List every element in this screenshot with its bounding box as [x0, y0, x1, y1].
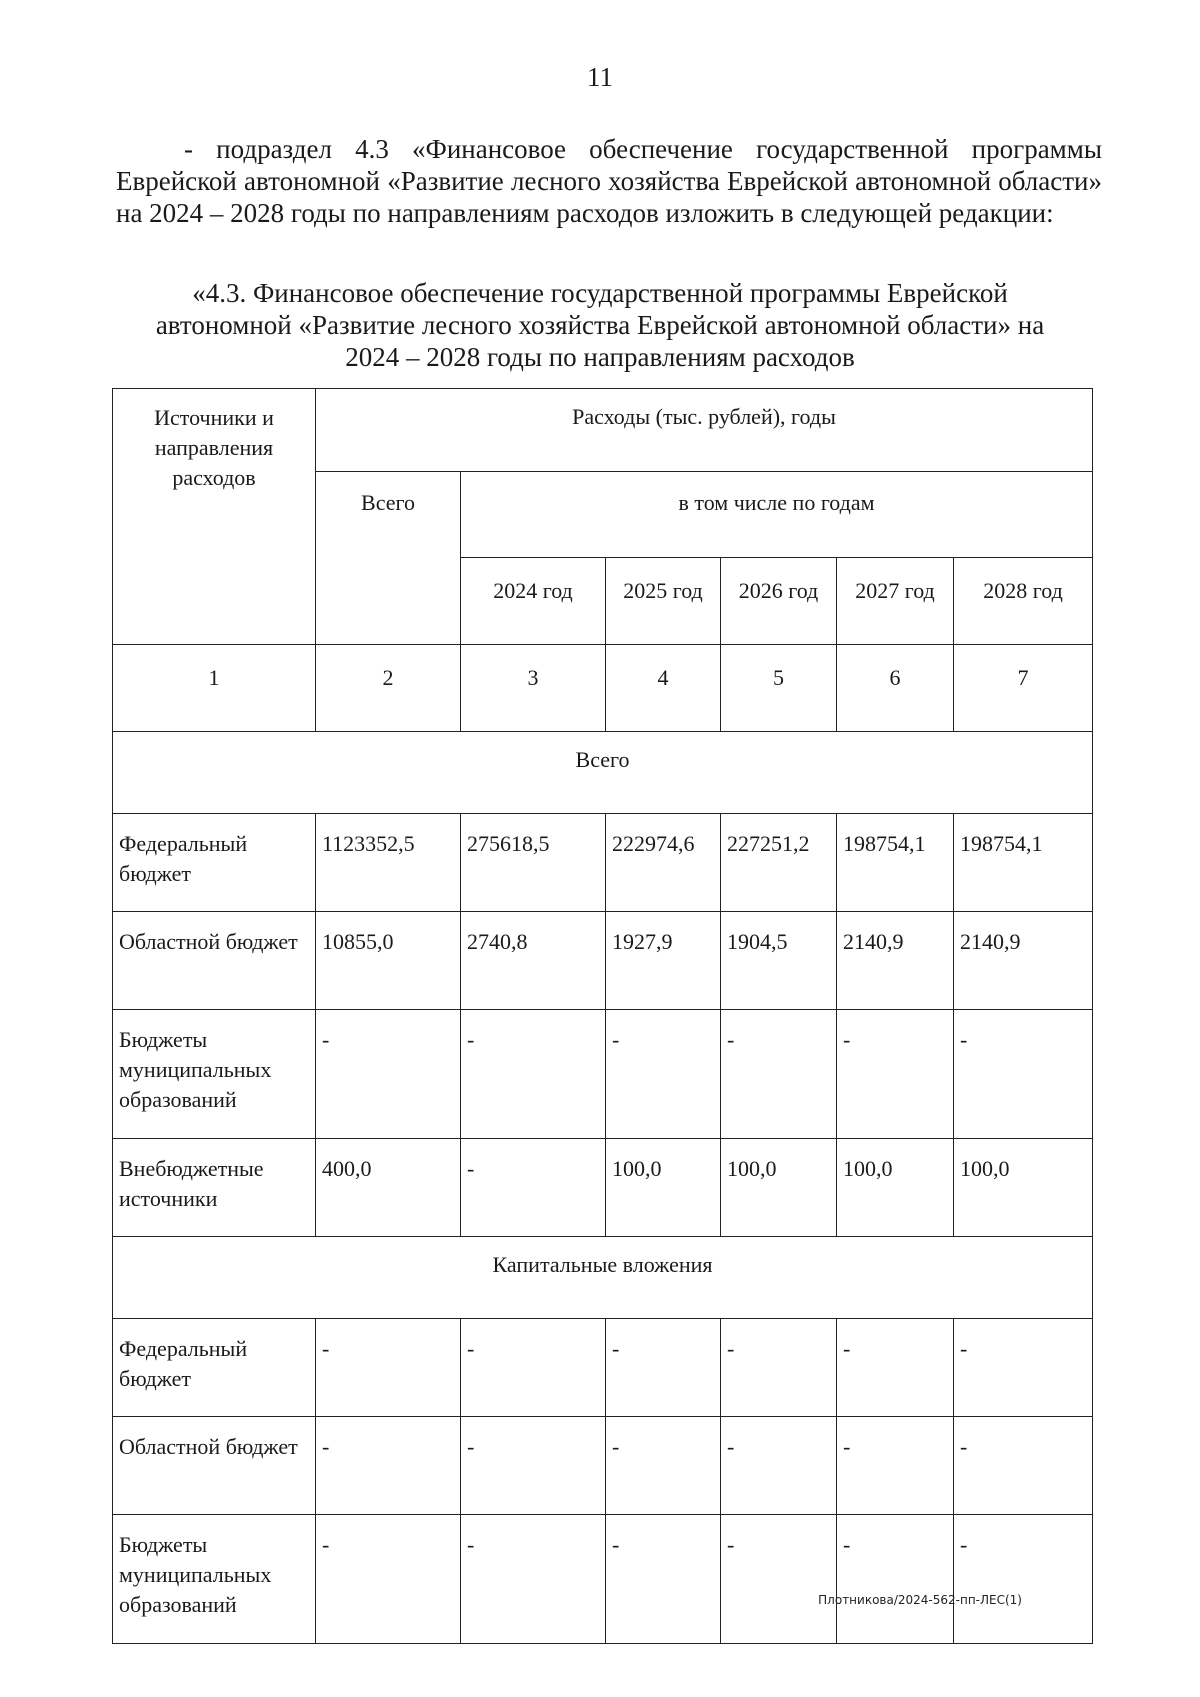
row-value: -: [606, 1010, 721, 1139]
row-value: 198754,1: [954, 814, 1093, 912]
row-value: -: [954, 1010, 1093, 1139]
row-value: -: [837, 1319, 954, 1417]
header-year: 2027 год: [837, 558, 954, 645]
column-number: 7: [954, 645, 1093, 732]
row-value: -: [316, 1319, 461, 1417]
row-value: 100,0: [606, 1139, 721, 1237]
row-source: Областной бюджет: [113, 1417, 316, 1515]
row-value: 275618,5: [461, 814, 606, 912]
row-value: -: [461, 1319, 606, 1417]
row-value: -: [954, 1319, 1093, 1417]
row-value: -: [461, 1139, 606, 1237]
row-value: 100,0: [721, 1139, 837, 1237]
section-header: Всего: [113, 732, 1093, 814]
row-value: -: [461, 1010, 606, 1139]
column-number: 1: [113, 645, 316, 732]
row-value: -: [606, 1319, 721, 1417]
header-source: Источники и направления расходов: [113, 389, 316, 645]
row-value: -: [316, 1010, 461, 1139]
row-value: -: [721, 1515, 837, 1644]
row-source: Внебюджетные источники: [113, 1139, 316, 1237]
row-value: 1123352,5: [316, 814, 461, 912]
row-value: 227251,2: [721, 814, 837, 912]
row-source: Федеральный бюджет: [113, 814, 316, 912]
row-value: -: [316, 1417, 461, 1515]
row-source: Бюджеты муниципальных образований: [113, 1515, 316, 1644]
budget-table: [112, 388, 1093, 1644]
row-source: Федеральный бюджет: [113, 1319, 316, 1417]
row-value: 400,0: [316, 1139, 461, 1237]
row-source: Бюджеты муниципальных образований: [113, 1010, 316, 1139]
row-value: -: [954, 1417, 1093, 1515]
header-year: 2028 год: [954, 558, 1093, 645]
table-row: [113, 1010, 1093, 1139]
row-value: 222974,6: [606, 814, 721, 912]
header-year: 2024 год: [461, 558, 606, 645]
table-row: [113, 814, 1093, 912]
column-number: 4: [606, 645, 721, 732]
header-expenses: Расходы (тыс. рублей), годы: [316, 389, 1093, 472]
column-number: 3: [461, 645, 606, 732]
page-number: 11: [587, 62, 613, 92]
table-row: [113, 1515, 1093, 1644]
row-value: -: [316, 1515, 461, 1644]
row-value: -: [721, 1417, 837, 1515]
row-value: 198754,1: [837, 814, 954, 912]
row-value: -: [721, 1010, 837, 1139]
row-value: 10855,0: [316, 912, 461, 1010]
row-source: Областной бюджет: [113, 912, 316, 1010]
row-value: -: [837, 1010, 954, 1139]
row-value: -: [837, 1515, 954, 1644]
table-row: [113, 912, 1093, 1010]
intro-paragraph: - подраздел 4.3 «Финансовое обеспечение государственной программы Еврейской автономной «Развитие лесного хозяйства Еврейской автономной области» на 2024 – 2028 годы по направлениям расходов изложить в следующей редакции:: [116, 134, 1102, 228]
header-by-years: в том числе по годам: [461, 472, 1093, 558]
column-number: 2: [316, 645, 461, 732]
row-value: -: [606, 1417, 721, 1515]
row-value: -: [461, 1515, 606, 1644]
row-value: -: [837, 1417, 954, 1515]
header-total: Всего: [316, 472, 461, 645]
table-row: [113, 1139, 1093, 1237]
row-value: 100,0: [837, 1139, 954, 1237]
row-value: 100,0: [954, 1139, 1093, 1237]
table-row: [113, 1319, 1093, 1417]
row-value: -: [954, 1515, 1093, 1644]
header-year: 2026 год: [721, 558, 837, 645]
row-value: 1927,9: [606, 912, 721, 1010]
column-number: 6: [837, 645, 954, 732]
header-year: 2025 год: [606, 558, 721, 645]
footer-code: Плотникова/2024-562-пп-ЛЕС(1): [818, 1593, 1022, 1607]
section-header: Капитальные вложения: [113, 1237, 1093, 1319]
row-value: -: [461, 1417, 606, 1515]
section-title: «4.3. Финансовое обеспечение государственной программы Еврейской автономной «Развитие лесного хозяйства Еврейской автономной области» на 2024 – 2028 годы по направлениям расходов: [155, 278, 1045, 372]
row-value: 2140,9: [837, 912, 954, 1010]
row-value: 2140,9: [954, 912, 1093, 1010]
row-value: 2740,8: [461, 912, 606, 1010]
table-row: [113, 1417, 1093, 1515]
row-value: -: [721, 1319, 837, 1417]
row-value: -: [606, 1515, 721, 1644]
column-number: 5: [721, 645, 837, 732]
row-value: 1904,5: [721, 912, 837, 1010]
